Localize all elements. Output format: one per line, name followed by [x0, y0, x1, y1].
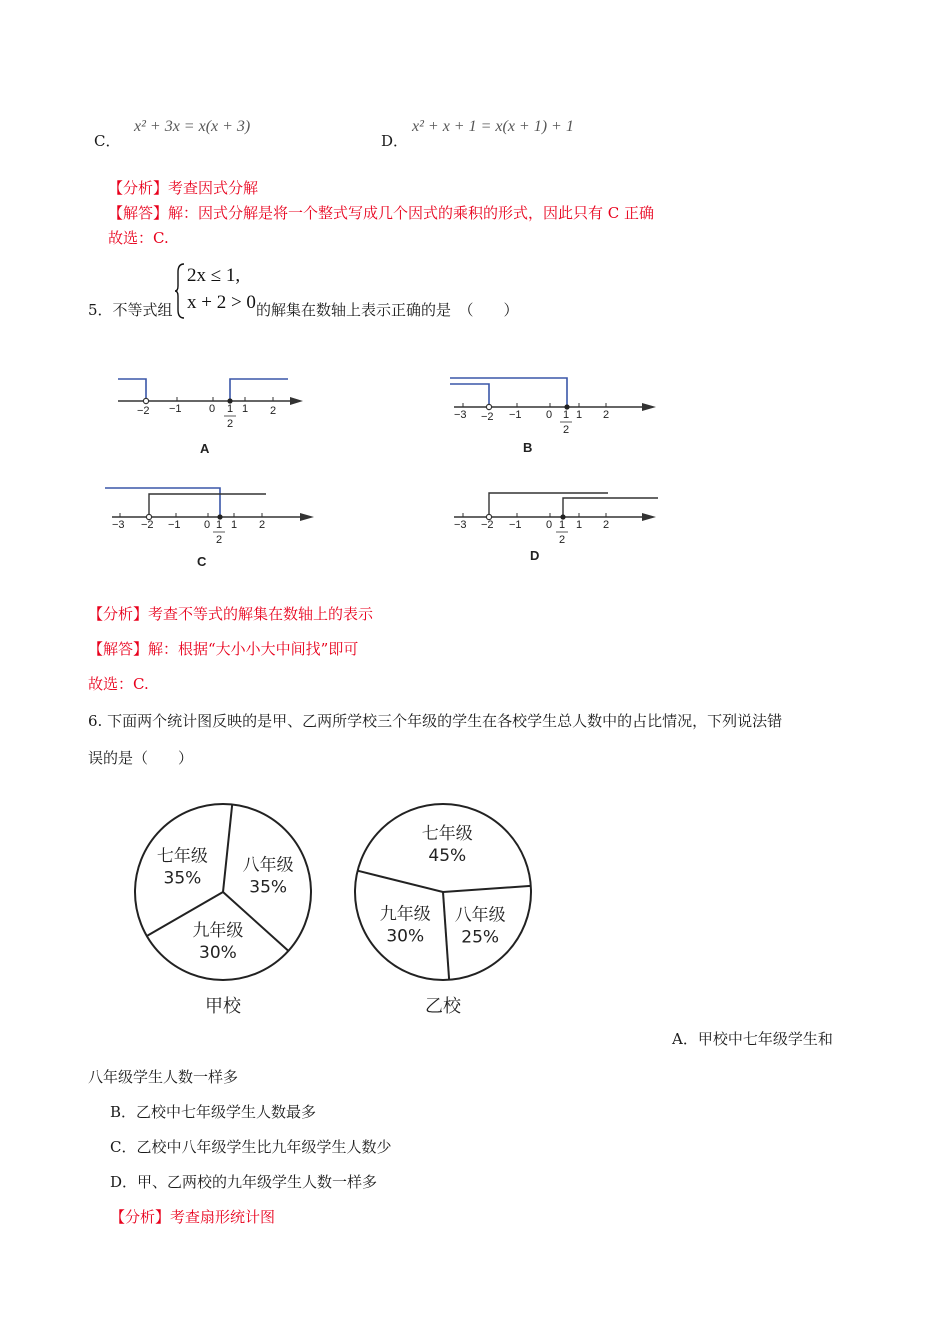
tick-label: 1 — [576, 519, 583, 531]
q4-option-c-label: C． — [94, 132, 121, 150]
axis-arrow-icon — [642, 403, 656, 411]
solution-ray-left-2 — [450, 384, 489, 407]
q5-figure-b — [446, 368, 666, 458]
pie-slice-value: 35% — [163, 868, 202, 889]
q6-stem-line2: 误的是（ ） — [88, 749, 194, 767]
q5-figure-a — [110, 368, 310, 458]
q6-option-a-part2: 八年级学生人数一样多 — [88, 1068, 239, 1086]
pie-slice-label: 九年级 — [192, 921, 244, 942]
tick-label: 0 — [546, 519, 553, 531]
tick-label: 2 — [603, 409, 610, 421]
tick-label: 0 — [209, 403, 216, 415]
q5-figure-d — [446, 480, 666, 572]
tick-label: −2 — [137, 405, 150, 417]
tick-label: 2 — [259, 519, 266, 531]
tick-label: 1 — [563, 409, 570, 421]
tick-label: 0 — [204, 519, 211, 531]
pie-slice-label: 八年级 — [242, 855, 294, 876]
tick-label: 2 — [563, 424, 570, 436]
tick-label: −2 — [141, 519, 154, 531]
figure-label: B — [523, 440, 533, 455]
axis-arrow-icon — [290, 397, 303, 405]
pie-slice-value: 30% — [199, 943, 237, 964]
pie-slice-label: 八年级 — [454, 905, 506, 926]
pie-chart-yi — [355, 804, 531, 1017]
figure-label: D — [530, 548, 540, 563]
q4-analysis: 【分析】考查因式分解 — [108, 179, 259, 197]
tick-label: 2 — [559, 534, 566, 546]
q6-option-b: B．乙校中七年级学生人数最多 — [110, 1103, 317, 1121]
tick-label: −2 — [481, 519, 494, 531]
q4-option-d-label: D． — [381, 132, 409, 150]
q5-answer: 【解答】解：根据“大小小大中间找”即可 — [88, 640, 359, 658]
q5-inequality-1: 2x ≤ 1, — [187, 265, 241, 286]
tick-label: −1 — [509, 409, 522, 421]
tick-label: 0 — [546, 409, 553, 421]
q4-option-c-equation: x² + 3x = x(x + 3) — [134, 118, 251, 135]
solution-ray-left — [450, 378, 567, 407]
solution-ray-left — [118, 379, 146, 401]
q5-system-brace — [174, 262, 186, 320]
q5-stem-prefix: 5．不等式组 — [88, 301, 173, 319]
q4-choice: 故选：C. — [108, 229, 169, 247]
tick-label: 2 — [216, 534, 223, 546]
q6-option-a-part1: A．甲校中七年级学生和 — [672, 1030, 833, 1048]
pie-slice-label: 七年级 — [421, 823, 473, 844]
q5-figure-c — [104, 480, 324, 572]
tick-label: 1 — [559, 519, 566, 531]
tick-label: 2 — [270, 405, 277, 417]
pie-slice-value: 35% — [249, 877, 288, 898]
axis-arrow-icon — [300, 513, 314, 521]
q6-analysis: 【分析】考查扇形统计图 — [110, 1208, 276, 1226]
tick-label: 1 — [242, 403, 249, 415]
tick-label: 1 — [231, 519, 238, 531]
axis-arrow-icon — [642, 513, 656, 521]
pie-chart-jia — [135, 804, 311, 1017]
pie-chart-title: 甲校 — [205, 996, 241, 1017]
q5-analysis: 【分析】考查不等式的解集在数轴上的表示 — [88, 605, 374, 623]
tick-label: 1 — [576, 409, 583, 421]
q6-option-d: D．甲、乙两校的九年级学生人数一样多 — [110, 1173, 378, 1191]
solution-ray-right — [230, 379, 288, 401]
tick-label: 1 — [216, 519, 223, 531]
q4-option-d-equation: x² + x + 1 = x(x + 1) + 1 — [412, 118, 574, 135]
tick-label: 1 — [227, 403, 234, 415]
tick-label: 2 — [227, 418, 234, 430]
pie-slice-label: 七年级 — [156, 846, 208, 867]
tick-label: −3 — [454, 519, 467, 531]
q4-answer: 【解答】解：因式分解是将一个整式写成几个因式的乘积的形式，因此只有 C 正确 — [108, 204, 655, 222]
q6-pie-charts — [125, 790, 545, 1030]
q6-stem-line1: 6. 下面两个统计图反映的是甲、乙两所学校三个年级的学生在各校学生总人数中的占比情况，下列说法错 — [88, 712, 783, 730]
figure-label: C — [197, 554, 207, 569]
q5-stem-suffix: 的解集在数轴上表示正确的是 （ ） — [256, 301, 519, 319]
tick-label: −1 — [168, 519, 181, 531]
pie-chart-title: 乙校 — [425, 996, 461, 1017]
tick-label: −3 — [112, 519, 125, 531]
pie-slice-value: 30% — [386, 926, 425, 947]
solution-ray-left — [105, 488, 220, 517]
q5-inequality-2: x + 2 > 0 — [187, 292, 256, 313]
tick-label: 2 — [603, 519, 610, 531]
pie-slice-label: 九年级 — [379, 904, 431, 925]
tick-label: −2 — [481, 411, 494, 423]
q5-choice: 故选：C. — [88, 675, 149, 693]
pie-slice-value: 45% — [428, 845, 467, 866]
solution-ray-right — [489, 493, 608, 517]
tick-label: −1 — [169, 403, 182, 415]
figure-label: A — [200, 441, 210, 456]
q6-option-c: C．乙校中八年级学生比九年级学生人数少 — [110, 1138, 392, 1156]
tick-label: −3 — [454, 409, 467, 421]
open-point — [143, 398, 148, 403]
open-point — [486, 404, 491, 409]
pie-slice-value: 25% — [461, 927, 500, 948]
tick-label: −1 — [509, 519, 522, 531]
